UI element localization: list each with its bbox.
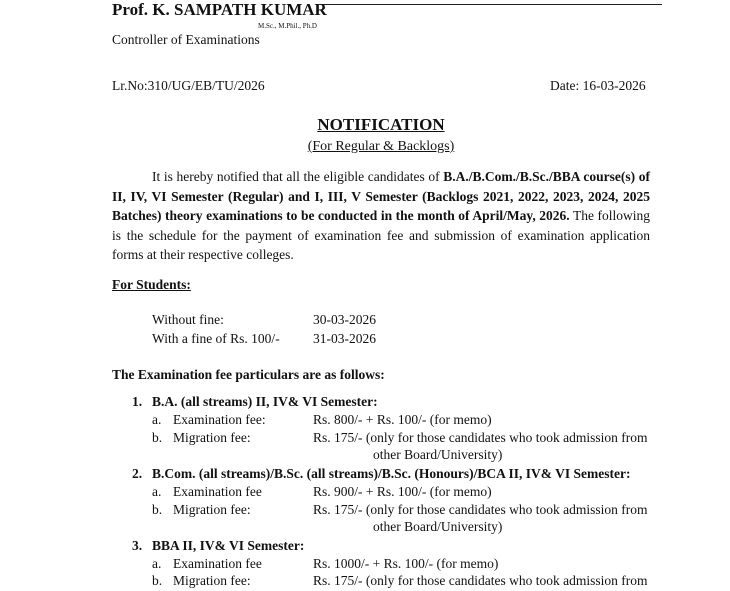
item-letter: b.: [152, 502, 163, 517]
item-letter: b.: [152, 573, 163, 588]
item-letter: a.: [152, 484, 162, 499]
section-number: 2.: [132, 466, 143, 481]
item-value: Rs. 175/- (only for those candidates who took admission from: [313, 573, 648, 588]
reference-number: Lr.No:310/UG/EB/TU/2026: [112, 78, 265, 93]
schedule-label: With a fine of Rs. 100/-: [152, 331, 280, 346]
item-letter: a.: [152, 556, 162, 571]
item-label: Migration fee:: [173, 430, 251, 445]
schedule-label: Without fine:: [152, 312, 224, 327]
section-title: B.A. (all streams) II, IV& VI Semester:: [152, 394, 378, 409]
paragraph-emphasis: B.A./B.Com./B.Sc./BBA course(s) of II, IV, VI Semester (Regular) and I, III, V Semester (Backlogs 2021, 2022, 2023, 2024, 2025 Batches) theory examinations to be conducted in the month of April/May, 2026.: [112, 169, 650, 223]
item-letter: a.: [152, 412, 162, 427]
item-label: Migration fee:: [173, 573, 251, 588]
item-value-continued: other Board/University): [373, 447, 503, 462]
notification-title: NOTIFICATION: [317, 115, 445, 134]
item-label: Examination fee: [173, 556, 262, 571]
notification-paragraph: [112, 167, 650, 265]
paragraph-intro: It is hereby notified that all the eligible candidates of: [152, 169, 444, 184]
fee-particulars-heading: The Examination fee particulars are as follows:: [112, 367, 385, 382]
item-value: Rs. 175/- (only for those candidates who took admission from: [313, 430, 648, 445]
item-value: Rs. 900/- + Rs. 100/- (for memo): [313, 484, 492, 499]
section-number: 3.: [132, 538, 143, 553]
reference-date: Date: 16-03-2026: [550, 78, 646, 93]
letterhead-qualifications: M.Sc., M.Phil., Ph.D: [258, 22, 317, 30]
paragraph-closing: The following is the schedule for the payment of examination fee and submission of examination application forms at their respective colleges.: [112, 208, 650, 262]
notification-subtitle: (For Regular & Backlogs): [307, 139, 455, 154]
section-title: B.Com. (all streams)/B.Sc. (all streams)/B.Sc. (Honours)/BCA II, IV& VI Semester:: [152, 466, 631, 481]
item-label: Examination fee: [173, 484, 262, 499]
letterhead-designation: Controller of Examinations: [112, 32, 260, 47]
item-value: Rs. 175/- (only for those candidates who took admission from: [313, 502, 648, 517]
section-title: BBA II, IV& VI Semester:: [152, 538, 305, 553]
letterhead-name: Prof. K. SAMPATH KUMAR: [112, 0, 327, 19]
header-rule: [320, 4, 662, 5]
schedule-date: 30-03-2026: [313, 312, 376, 327]
schedule-date: 31-03-2026: [313, 331, 376, 346]
students-heading: For Students:: [112, 277, 191, 292]
item-value: Rs. 1000/- + Rs. 100/- (for memo): [313, 556, 499, 571]
item-value-continued: other Board/University): [373, 519, 503, 534]
item-letter: b.: [152, 430, 163, 445]
item-label: Migration fee:: [173, 502, 251, 517]
item-label: Examination fee:: [173, 412, 266, 427]
section-number: 1.: [132, 394, 143, 409]
item-value: Rs. 800/- + Rs. 100/- (for memo): [313, 412, 492, 427]
